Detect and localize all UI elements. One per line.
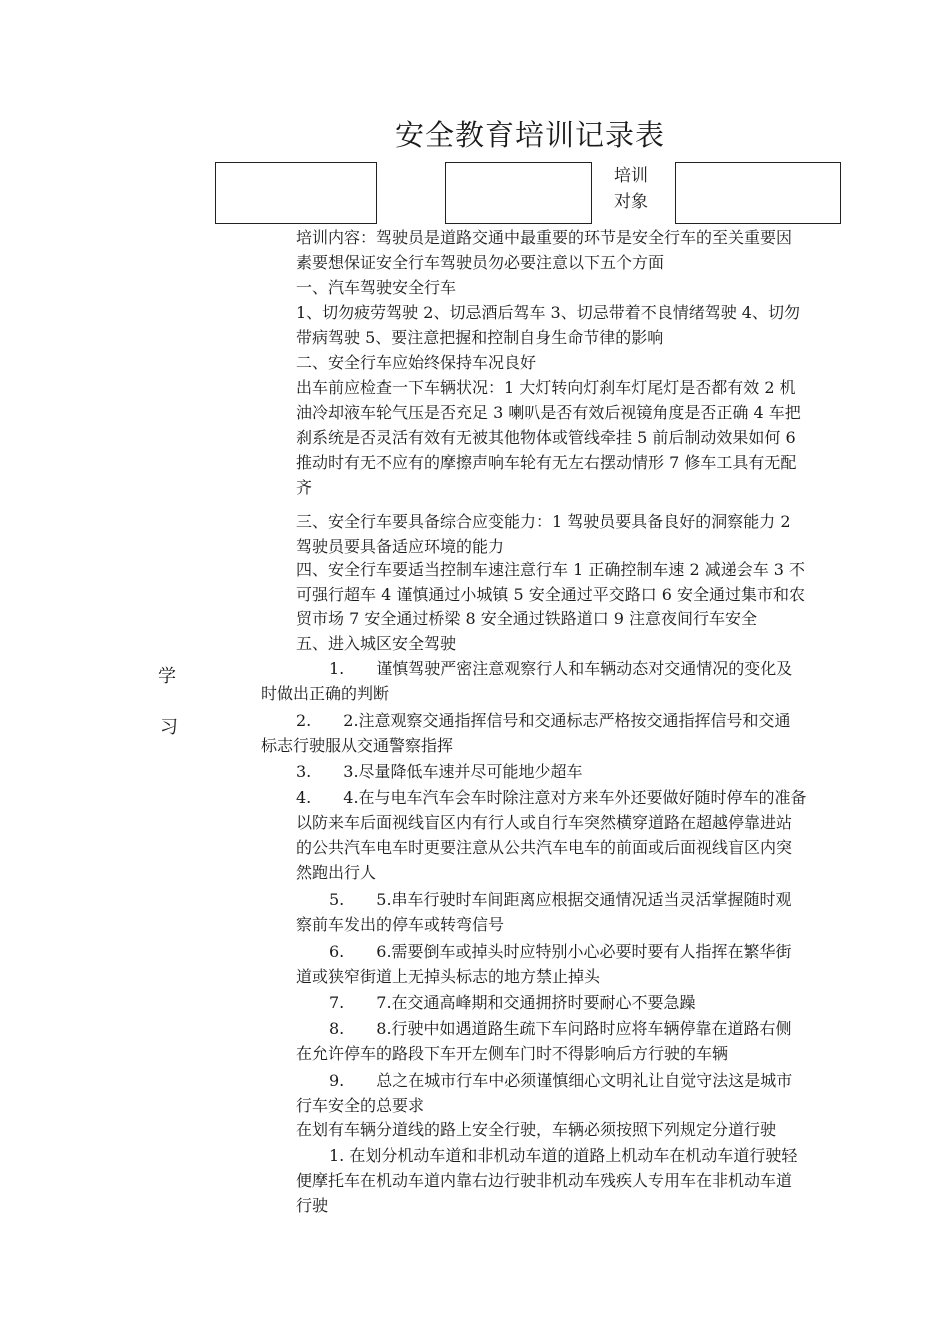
body-line: 在允许停车的路段下车开左侧车门时不得影响后方行驶的车辆 (296, 1044, 729, 1063)
body-line: 三、安全行车要具备综合应变能力：1 驾驶员要具备良好的洞察能力 2 (296, 512, 791, 531)
body-line: 察前车发出的停车或转弯信号 (296, 915, 505, 934)
body-line: 二、安全行车应始终保持车况良好 (296, 353, 537, 372)
body-line: 贸市场 7 安全通过桥梁 8 安全通过铁路道口 9 注意夜间行车安全 (296, 609, 758, 628)
body-line: 培训内容：驾驶员是道路交通中最重要的环节是安全行车的至关重要因 (296, 228, 793, 247)
body-line: 的公共汽车电车时更要注意从公共汽车电车的前面或后面视线盲区内突 (296, 838, 793, 857)
body-line: 齐 (296, 478, 313, 497)
body-line: 时做出正确的判断 (261, 684, 390, 703)
body-line: 以防来车后面视线盲区内有行人或自行车突然横穿道路在超越停靠进站 (296, 813, 793, 832)
body-line: 6. 6.需要倒车或掉头时应特别小心必要时要有人指挥在繁华街 (329, 942, 792, 961)
body-line: 1. 谨慎驾驶严密注意观察行人和车辆动态对交通情况的变化及 (329, 659, 793, 678)
body-line: 行车安全的总要求 (296, 1096, 425, 1115)
body-line: 8. 8.行驶中如遇道路生疏下车问路时应将车辆停靠在道路右侧 (329, 1019, 792, 1038)
body-line: 推动时有无不应有的摩擦声响车轮有无左右摆动情形 7 修车工具有无配 (296, 453, 797, 472)
body-line: 1. 在划分机动车道和非机动车道的道路上机动车在机动车道行驶轻 (329, 1146, 798, 1165)
side-label-char-2: 习 (160, 717, 178, 738)
body-line: 四、安全行车要适当控制车速注意行车 1 正确控制车速 2 减递会车 3 不 (296, 560, 806, 579)
body-line: 标志行驶服从交通警察指挥 (261, 736, 454, 755)
body-line: 素要想保证安全行车驾驶员勿必要注意以下五个方面 (296, 253, 665, 272)
training-target-label (614, 163, 648, 215)
body-line: 7. 7.在交通高峰期和交通拥挤时要耐心不要急躁 (329, 993, 696, 1012)
header-field-box-2[interactable] (445, 162, 592, 224)
body-line: 2. 2.注意观察交通指挥信号和交通标志严格按交通指挥信号和交通 (296, 711, 791, 730)
body-line: 可强行超车 4 谨慎通过小城镇 5 安全通过平交路口 6 安全通过集市和农 (296, 585, 806, 604)
body-line: 然跑出行人 (296, 863, 377, 882)
body-line: 道或狭窄街道上无掉头标志的地方禁止掉头 (296, 967, 601, 986)
body-line: 驾驶员要具备适应环境的能力 (296, 537, 505, 556)
training-target-label-line2: 对象 (614, 192, 648, 212)
training-target-field[interactable] (675, 162, 841, 224)
body-line: 刹系统是否灵活有效有无被其他物体或管线牵挂 5 前后制动效果如何 6 (296, 428, 796, 447)
body-line: 出车前应检查一下车辆状况：1 大灯转向灯刹车灯尾灯是否都有效 2 机 (296, 378, 796, 397)
body-line: 行驶 (296, 1196, 329, 1215)
body-line: 一、汽车驾驶安全行车 (296, 278, 457, 297)
body-line: 在划有车辆分道线的路上安全行驶，车辆必须按照下列规定分道行驶 (296, 1120, 777, 1139)
training-target-label-line1: 培训 (614, 166, 648, 186)
body-line: 带病驾驶 5、要注意把握和控制自身生命节律的影响 (296, 328, 664, 347)
body-line: 9. 总之在城市行车中必须谨慎细心文明礼让自觉守法这是城市 (329, 1071, 793, 1090)
body-line: 五、进入城区安全驾驶 (296, 634, 457, 653)
header-field-box-1[interactable] (215, 162, 377, 224)
page-title: 安全教育培训记录表 (394, 118, 665, 152)
body-line: 1、切勿疲劳驾驶 2、切忌酒后驾车 3、切忌带着不良情绪驾驶 4、切勿 (296, 303, 800, 322)
side-label-char-1: 学 (158, 666, 176, 687)
body-line: 油冷却液车轮气压是否充足 3 喇叭是否有效后视镜角度是否正确 4 车把 (296, 403, 801, 422)
body-line: 5. 5.串车行驶时车间距离应根据交通情况适当灵活掌握随时观 (329, 890, 792, 909)
body-line: 4. 4.在与电车汽车会车时除注意对方来车外还要做好随时停车的准备 (296, 788, 807, 807)
body-line: 便摩托车在机动车道内靠右边行驶非机动车残疾人专用车在非机动车道 (296, 1171, 793, 1190)
body-line: 3. 3.尽量降低车速并尽可能地少超车 (296, 762, 583, 781)
